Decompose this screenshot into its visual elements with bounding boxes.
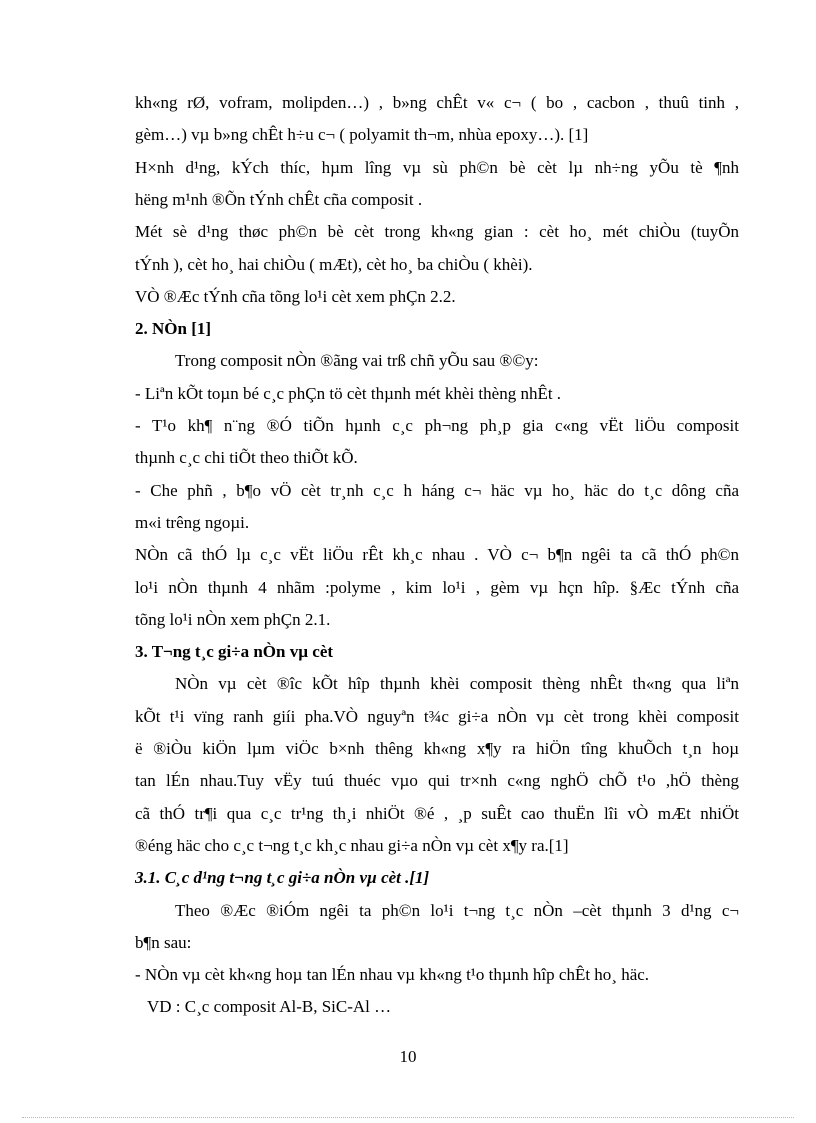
text-line: b¶n sau: xyxy=(135,932,192,952)
text-line: kÕt t¹i vïng ranh giíi pha.VÒ nguyªn t¾c gi÷a nÒn vµ cèt trong khèi composit xyxy=(135,706,739,726)
text-line: VD : C¸c composit Al-B, SiC-Al … xyxy=(147,997,392,1017)
text-line: thµnh c¸c chi tiÕt theo thiÕt kÕ. xyxy=(135,448,358,468)
text-line: hëng m¹nh ®Õn tÝnh chÊt cña composit . xyxy=(135,189,423,209)
text-line: 2. NÒn [1] xyxy=(135,319,212,339)
text-line: tõng lo¹i nÒn xem phÇn 2.1. xyxy=(135,609,331,629)
text-line: ë ®iÒu kiÖn lµm viÖc b×nh thêng kh«ng x¶y ra hiÖn tîng khuÕch t¸n hoµ xyxy=(135,739,739,758)
text-line: 3. T¬ng t¸c gi÷a nÒn vµ cèt xyxy=(135,642,334,662)
text-line: H×nh d¹ng, kÝch thíc, hµm lîng vµ sù ph©n bè cèt lµ nh÷ng yÕu tè ¶nh xyxy=(135,157,739,177)
text-line: lo¹i nÒn thµnh 4 nhãm :polyme , kim lo¹i , gèm vµ hçn hîp. §Æc tÝnh cña xyxy=(135,577,739,597)
text-line: ®éng häc cho c¸c t¬ng t¸c kh¸c nhau gi÷a nÒn vµ cèt x¶y ra.[1] xyxy=(135,835,569,855)
page-bottom-border xyxy=(22,1117,794,1118)
text-line: Theo ®Æc ®iÓm ngêi ta ph©n lo¹i t¬ng t¸c nÒn –cèt thµnh 3 d¹ng c¬ xyxy=(175,900,739,920)
text-line: gèm…) vµ b»ng chÊt h÷u c¬ ( polyamit th¬m, nhùa epoxy…). [1] xyxy=(135,125,589,145)
text-line: m«i trêng ngoµi. xyxy=(135,512,250,532)
text-line: tan lÉn nhau.Tuy vËy tuú thuéc vµo qui tr×nh c«ng nghÖ chÕ t¹o ,hÖ thèng xyxy=(135,771,739,791)
text-line: cã thÓ tr¶i qua c¸c tr¹ng th¸i nhiÖt ®é , ¸p suÊt cao thuËn lîi vÒ mÆt nhiÖt xyxy=(135,803,739,823)
text-line: - Liªn kÕt toµn bé c¸c phÇn tö cèt thµnh mét khèi thèng nhÊt . xyxy=(135,383,562,403)
text-line: tÝnh ), cèt ho¸ hai chiÒu ( mÆt), cèt ho¸ ba chiÒu ( khèi). xyxy=(135,254,533,274)
text-line: - T¹o kh¶ n¨ng ®Ó tiÕn hµnh c¸c ph¬ng ph¸p gia c«ng vËt liÖu composit xyxy=(135,416,739,435)
text-line: kh«ng rØ, vofram, molipden…) , b»ng chÊt v« c¬ ( bo , cacbon , thuû tinh , xyxy=(135,93,739,112)
text-line: NÒn vµ cèt ®îc kÕt hîp thµnh khèi composit thèng nhÊt th«ng qua liªn xyxy=(175,674,739,694)
text-line: NÒn cã thÓ lµ c¸c vËt liÖu rÊt kh¸c nhau . VÒ c¬ b¶n ngêi ta cã thÓ ph©n xyxy=(135,545,739,565)
text-line: - Che phñ , b¶o vÖ cèt tr¸nh c¸c h háng c¬ häc vµ ho¸ häc do t¸c dông cña xyxy=(135,480,739,500)
page-number: 10 xyxy=(399,1047,417,1066)
text-line: Trong composit nÒn ®ãng vai trß chñ yÕu sau ®©y: xyxy=(175,351,539,371)
text-line: - NÒn vµ cèt kh«ng hoµ tan lÉn nhau vµ kh«ng t¹o thµnh hîp chÊt ho¸ häc. xyxy=(135,965,650,985)
text-line: Mét sè d¹ng thøc ph©n bè cèt trong kh«ng gian : cèt ho¸ mét chiÒu (tuyÕn xyxy=(135,222,739,242)
text-line: VÒ ®Æc tÝnh cña tõng lo¹i cèt xem phÇn 2.2. xyxy=(135,286,456,306)
text-line: 3.1. C¸c d¹ng t¬ng t¸c gi÷a nÒn vµ cèt .[1] xyxy=(135,868,430,888)
